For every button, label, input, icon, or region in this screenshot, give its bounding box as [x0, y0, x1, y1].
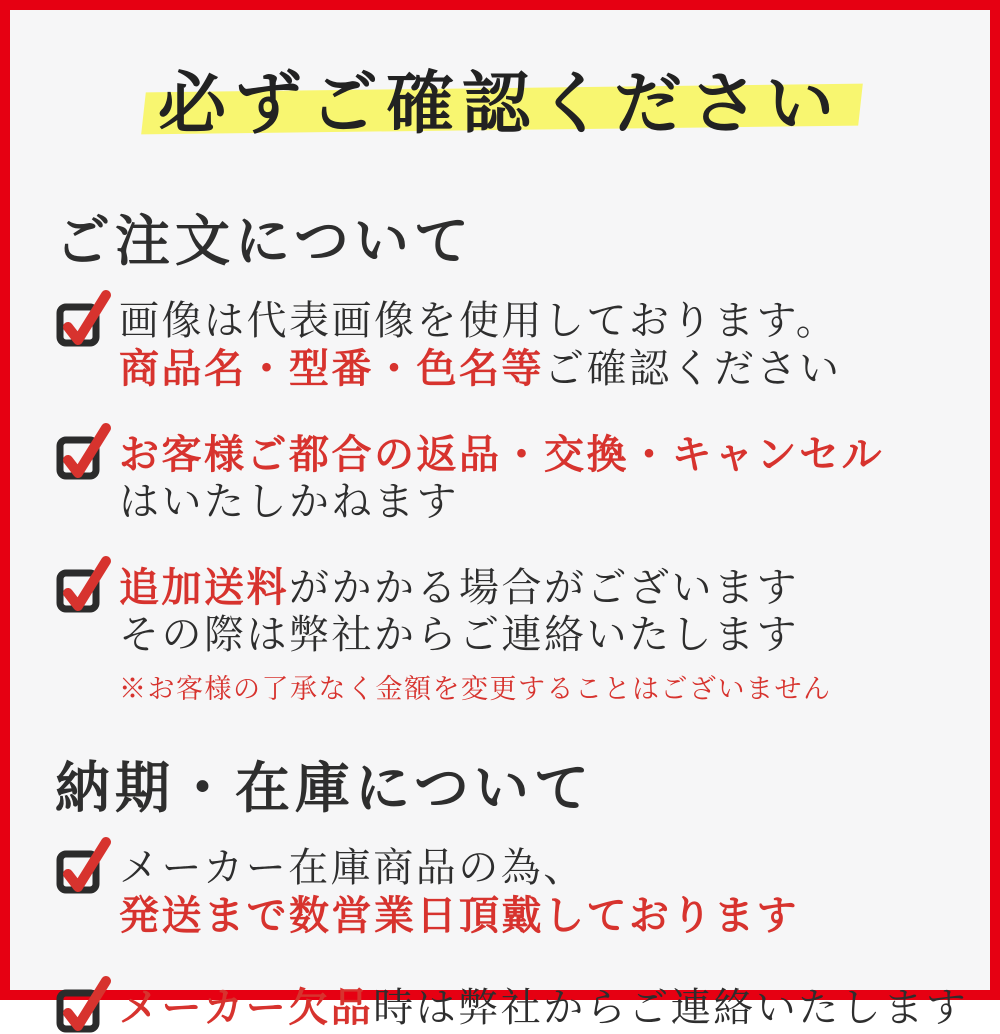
item-line [119, 479, 884, 526]
item-line [119, 298, 842, 345]
item-line [119, 345, 842, 393]
item-text [119, 564, 832, 706]
item-line [119, 984, 969, 1032]
item-text-segment: はいたしかねます [119, 479, 459, 525]
item-text-segment: がかかる場合がございます [289, 565, 799, 611]
item-text-segment: ご確認ください [544, 346, 842, 392]
checked-checkbox-icon [55, 835, 111, 895]
checked-checkbox-icon [55, 974, 111, 1034]
item-line [119, 431, 884, 479]
item-text-segment: 商品名・型番・色名等 [119, 345, 544, 392]
checked-checkbox-icon [55, 421, 111, 481]
section-orders-heading: ご注文について [55, 208, 474, 273]
item-text [119, 984, 969, 1032]
section-orders [10, 197, 990, 706]
item-text-segment: その際は弊社からご連絡いたします [119, 612, 799, 658]
item-note: ※お客様の了承なく金額を変更することはございません [119, 674, 832, 705]
list-item-maker-stock [55, 845, 960, 940]
page-title: 必ずご確認ください [157, 64, 842, 144]
page-title-wrap [158, 50, 842, 147]
item-text-segment: メーカー欠品 [119, 984, 374, 1031]
checked-checkbox-icon [55, 288, 111, 348]
section-delivery-stock-heading: 納期・在庫について [55, 755, 594, 820]
item-text-segment: 時は弊社からご連絡いたします [373, 985, 969, 1031]
section-delivery-stock [10, 744, 990, 1034]
list-item-extra-shipping [55, 564, 960, 706]
item-line [119, 564, 832, 612]
item-text-segment: 追加送料 [119, 564, 289, 611]
list-item-returns [55, 431, 960, 526]
list-item-representative-image [55, 298, 960, 393]
item-text-segment: メーカー在庫商品の為、 [119, 845, 586, 891]
item-line [119, 845, 799, 892]
item-text-segment: お客様ご都合の返品・交換・キャンセル [119, 431, 884, 478]
item-text [119, 298, 842, 393]
item-text-segment: 画像は代表画像を使用しております。 [119, 298, 839, 344]
list-item-maker-shortage [55, 984, 969, 1034]
item-text [119, 431, 884, 526]
item-line [119, 612, 832, 659]
item-text-segment: 発送まで数営業日頂戴しております [119, 892, 799, 939]
item-text [119, 845, 799, 940]
item-line [119, 892, 799, 940]
checked-checkbox-icon [55, 554, 111, 614]
